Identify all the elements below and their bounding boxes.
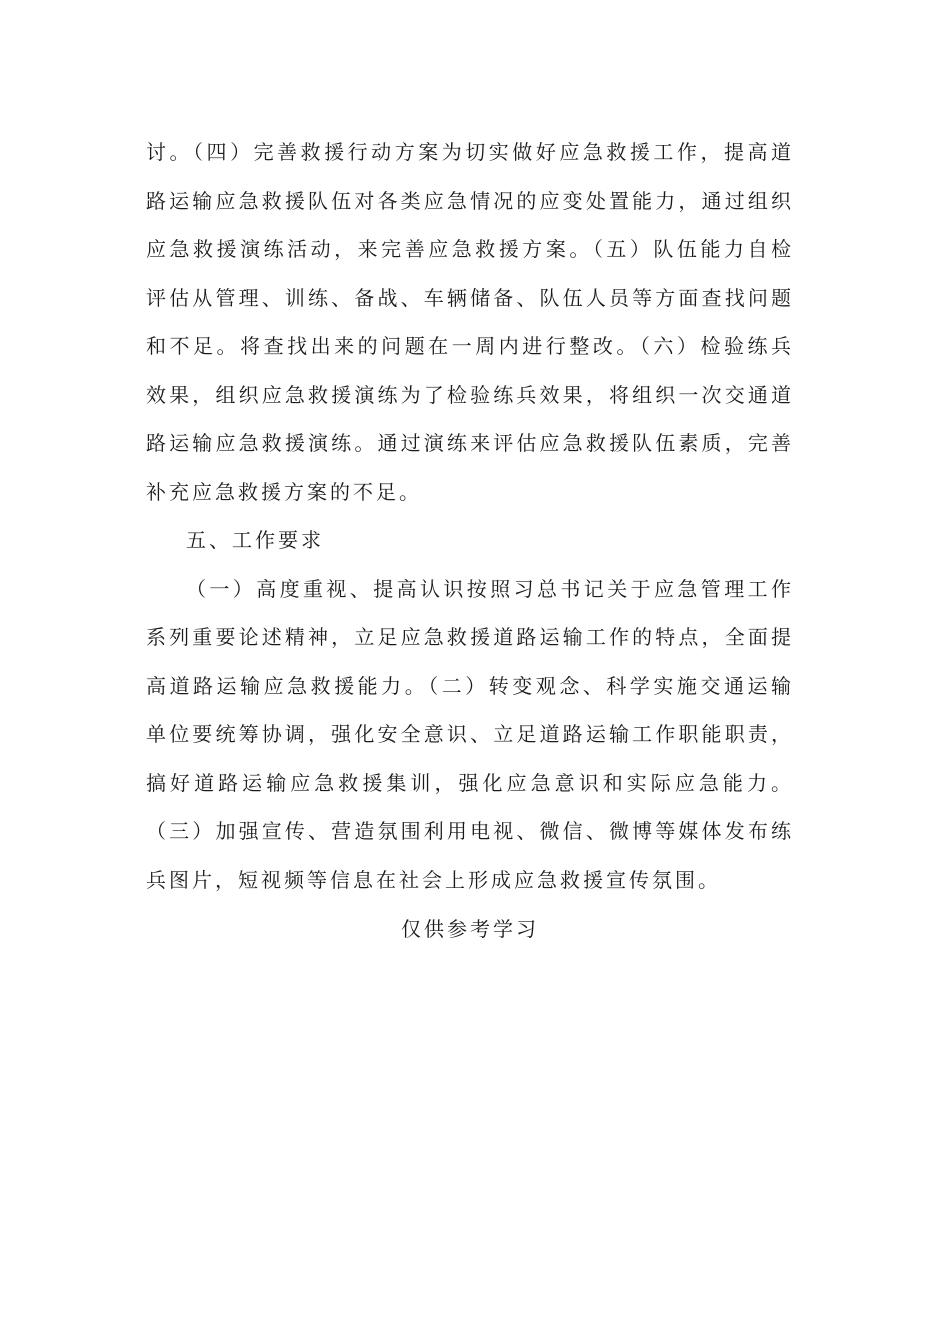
footer-note: 仅供参考学习 <box>401 917 539 941</box>
document-body <box>146 128 794 954</box>
section-heading: 五、工作要求 <box>186 528 324 552</box>
body-paragraph: （一）高度重视、提高认识按照习总书记关于应急管理工作系列重要论述精神，立足应急救援道路运输工作的特点，全面提高道路运输应急救援能力。（二）转变观念、科学实施交通运输单位要统筹协调，强化安全意识、立足道路运输工作职能职责，搞好道路运输应急救援集训，强化应急意识和实际应急能力。（三）加强宣传、营造氛围利用电视、微信、微博等媒体发布练兵图片，短视频等信息在社会上形成应急救援宣传氛围。 <box>146 576 794 892</box>
body-paragraph: 讨。（四）完善救援行动方案为切实做好应急救援工作，提高道路运输应急救援队伍对各类应急情况的应变处置能力，通过组织应急救援演练活动，来完善应急救援方案。（五）队伍能力自检评估从管理、训练、备战、车辆储备、队伍人员等方面查找问题和不足。将查找出来的问题在一周内进行整改。（六）检验练兵效果，组织应急救援演练为了检验练兵效果，将组织一次交通道路运输应急救援演练。通过演练来评估应急救援队伍素质，完善补充应急救援方案的不足。 <box>146 140 794 504</box>
